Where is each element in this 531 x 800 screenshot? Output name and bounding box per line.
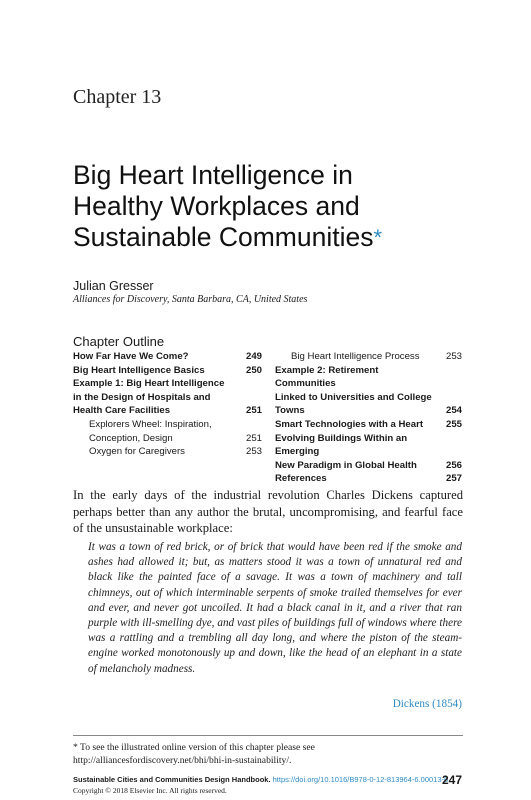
outline-entry-label: Towns <box>275 405 305 417</box>
footnote-divider <box>73 735 463 736</box>
book-reference <box>73 775 448 784</box>
outline-entry[interactable] <box>73 350 262 364</box>
quote-citation-link[interactable]: Dickens (1854) <box>392 698 462 710</box>
outline-subentry[interactable] <box>275 350 462 364</box>
page-number: 247 <box>441 773 462 787</box>
outline-entry-label: Smart Technologies with a Heart <box>275 418 424 430</box>
outline-heading: Chapter Outline <box>73 334 165 349</box>
outline-column-left <box>73 350 262 459</box>
outline-entry[interactable] <box>275 418 462 432</box>
outline-subentry[interactable] <box>73 445 262 459</box>
copyright-notice: Copyright © 2018 Elsevier Inc. All rights reserved. <box>73 786 227 795</box>
outline-entry[interactable] <box>275 404 462 418</box>
chapter-title <box>73 160 493 253</box>
outline-entry-page <box>438 364 462 391</box>
outline-entry-label: Evolving Buildings Within an Emerging <box>275 432 408 458</box>
footnote-marker-link[interactable]: * <box>373 225 383 250</box>
outline-entry[interactable] <box>73 377 262 391</box>
outline-entry-page: 253 <box>445 351 462 362</box>
outline-entry-label: in the Design of Hospitals and <box>73 391 211 403</box>
author-name: Julian Gresser <box>73 279 154 293</box>
outline-entry-page <box>238 377 262 391</box>
outline-entry-page: 251 <box>245 432 262 444</box>
outline-entry-label: Big Heart Intelligence Basics <box>73 364 205 376</box>
outline-entry[interactable] <box>275 472 462 486</box>
body-paragraph: In the early days of the industrial revolution Charles Dickens captured perhaps better than any author the brutal, uncompromising, and fearful face of the unsustainable workplace: <box>73 488 463 536</box>
outline-entry-label: Example 1: Big Heart Intelligence <box>73 378 225 390</box>
outline-entry-label: Linked to Universities and College <box>275 391 432 403</box>
outline-entry-label: New Paradigm in Global Health <box>275 459 417 471</box>
outline-entry-label: Oxygen for Caregivers <box>89 446 185 458</box>
outline-entry-page: 251 <box>245 405 262 417</box>
outline-entry-label: Example 2: Retirement Communities <box>275 364 379 390</box>
outline-entry-page: 256 <box>445 459 462 471</box>
book-title: Sustainable Cities and Communities Design Handbook. <box>73 775 271 784</box>
outline-entry-label: Big Heart Intelligence Process <box>291 351 420 362</box>
title-line-text: Sustainable Communities <box>73 222 374 252</box>
outline-subentry[interactable] <box>73 432 262 446</box>
title-line: Big Heart Intelligence in <box>73 160 353 190</box>
outline-entry[interactable] <box>275 459 462 473</box>
title-line <box>73 222 493 253</box>
outline-entry[interactable] <box>73 391 262 405</box>
outline-column-right <box>275 350 462 486</box>
outline-entry-page: 255 <box>445 418 462 430</box>
outline-entry-label: References <box>275 473 327 485</box>
doi-link[interactable]: https://doi.org/10.1016/B978-0-12-813964-6.00013-6 <box>272 775 449 784</box>
outline-entry-page: 253 <box>245 446 262 458</box>
outline-entry[interactable] <box>73 364 262 378</box>
outline-entry[interactable] <box>275 364 462 391</box>
outline-entry[interactable] <box>73 404 262 418</box>
outline-entry-page <box>438 391 462 405</box>
outline-entry-page: 257 <box>445 473 462 485</box>
block-quote: It was a town of red brick, or of brick that would have been red if the smoke and ashes had allowed it; but, as matters stood it was a town of unnatural red and black like the painted face of a savage. It was a town of machinery and tall chimneys, out of which interminable serpents of smoke trailed themselves for ever and ever, and never got uncoiled. It had a black canal in it, and a river that ran purple with ill-smelling dye, and vast piles of buildings full of windows where there was a rattling and a trembling all day long, and where the piston of the steam-engine worked monotonously up and down, like the head of an elephant in a state of melancholy madness. <box>88 541 462 675</box>
outline-entry[interactable] <box>275 391 462 405</box>
outline-entry-page <box>238 418 262 432</box>
outline-entry-label: How Far Have We Come? <box>73 351 189 362</box>
outline-entry-page <box>438 432 462 459</box>
outline-entry-label: Health Care Facilities <box>73 405 171 417</box>
outline-entry-page: 250 <box>245 364 262 376</box>
outline-entry-page: 249 <box>245 351 262 362</box>
outline-entry-label: Explorers Wheel: Inspiration, <box>89 418 212 430</box>
author-affiliation: Alliances for Discovery, Santa Barbara, CA, United States <box>73 294 308 305</box>
chapter-label: Chapter 13 <box>73 86 162 108</box>
title-line: Healthy Workplaces and <box>73 191 360 221</box>
outline-subentry[interactable] <box>73 418 262 432</box>
outline-entry-page <box>238 391 262 405</box>
footnote: * To see the illustrated online version of this chapter please see http://alliancesfordiscovery.net/bhi/bhi-in-sustainability/. <box>73 742 315 766</box>
outline-entry[interactable] <box>275 432 462 459</box>
outline-entry-label: Conception, Design <box>89 432 173 444</box>
outline-entry-page: 254 <box>445 405 462 417</box>
